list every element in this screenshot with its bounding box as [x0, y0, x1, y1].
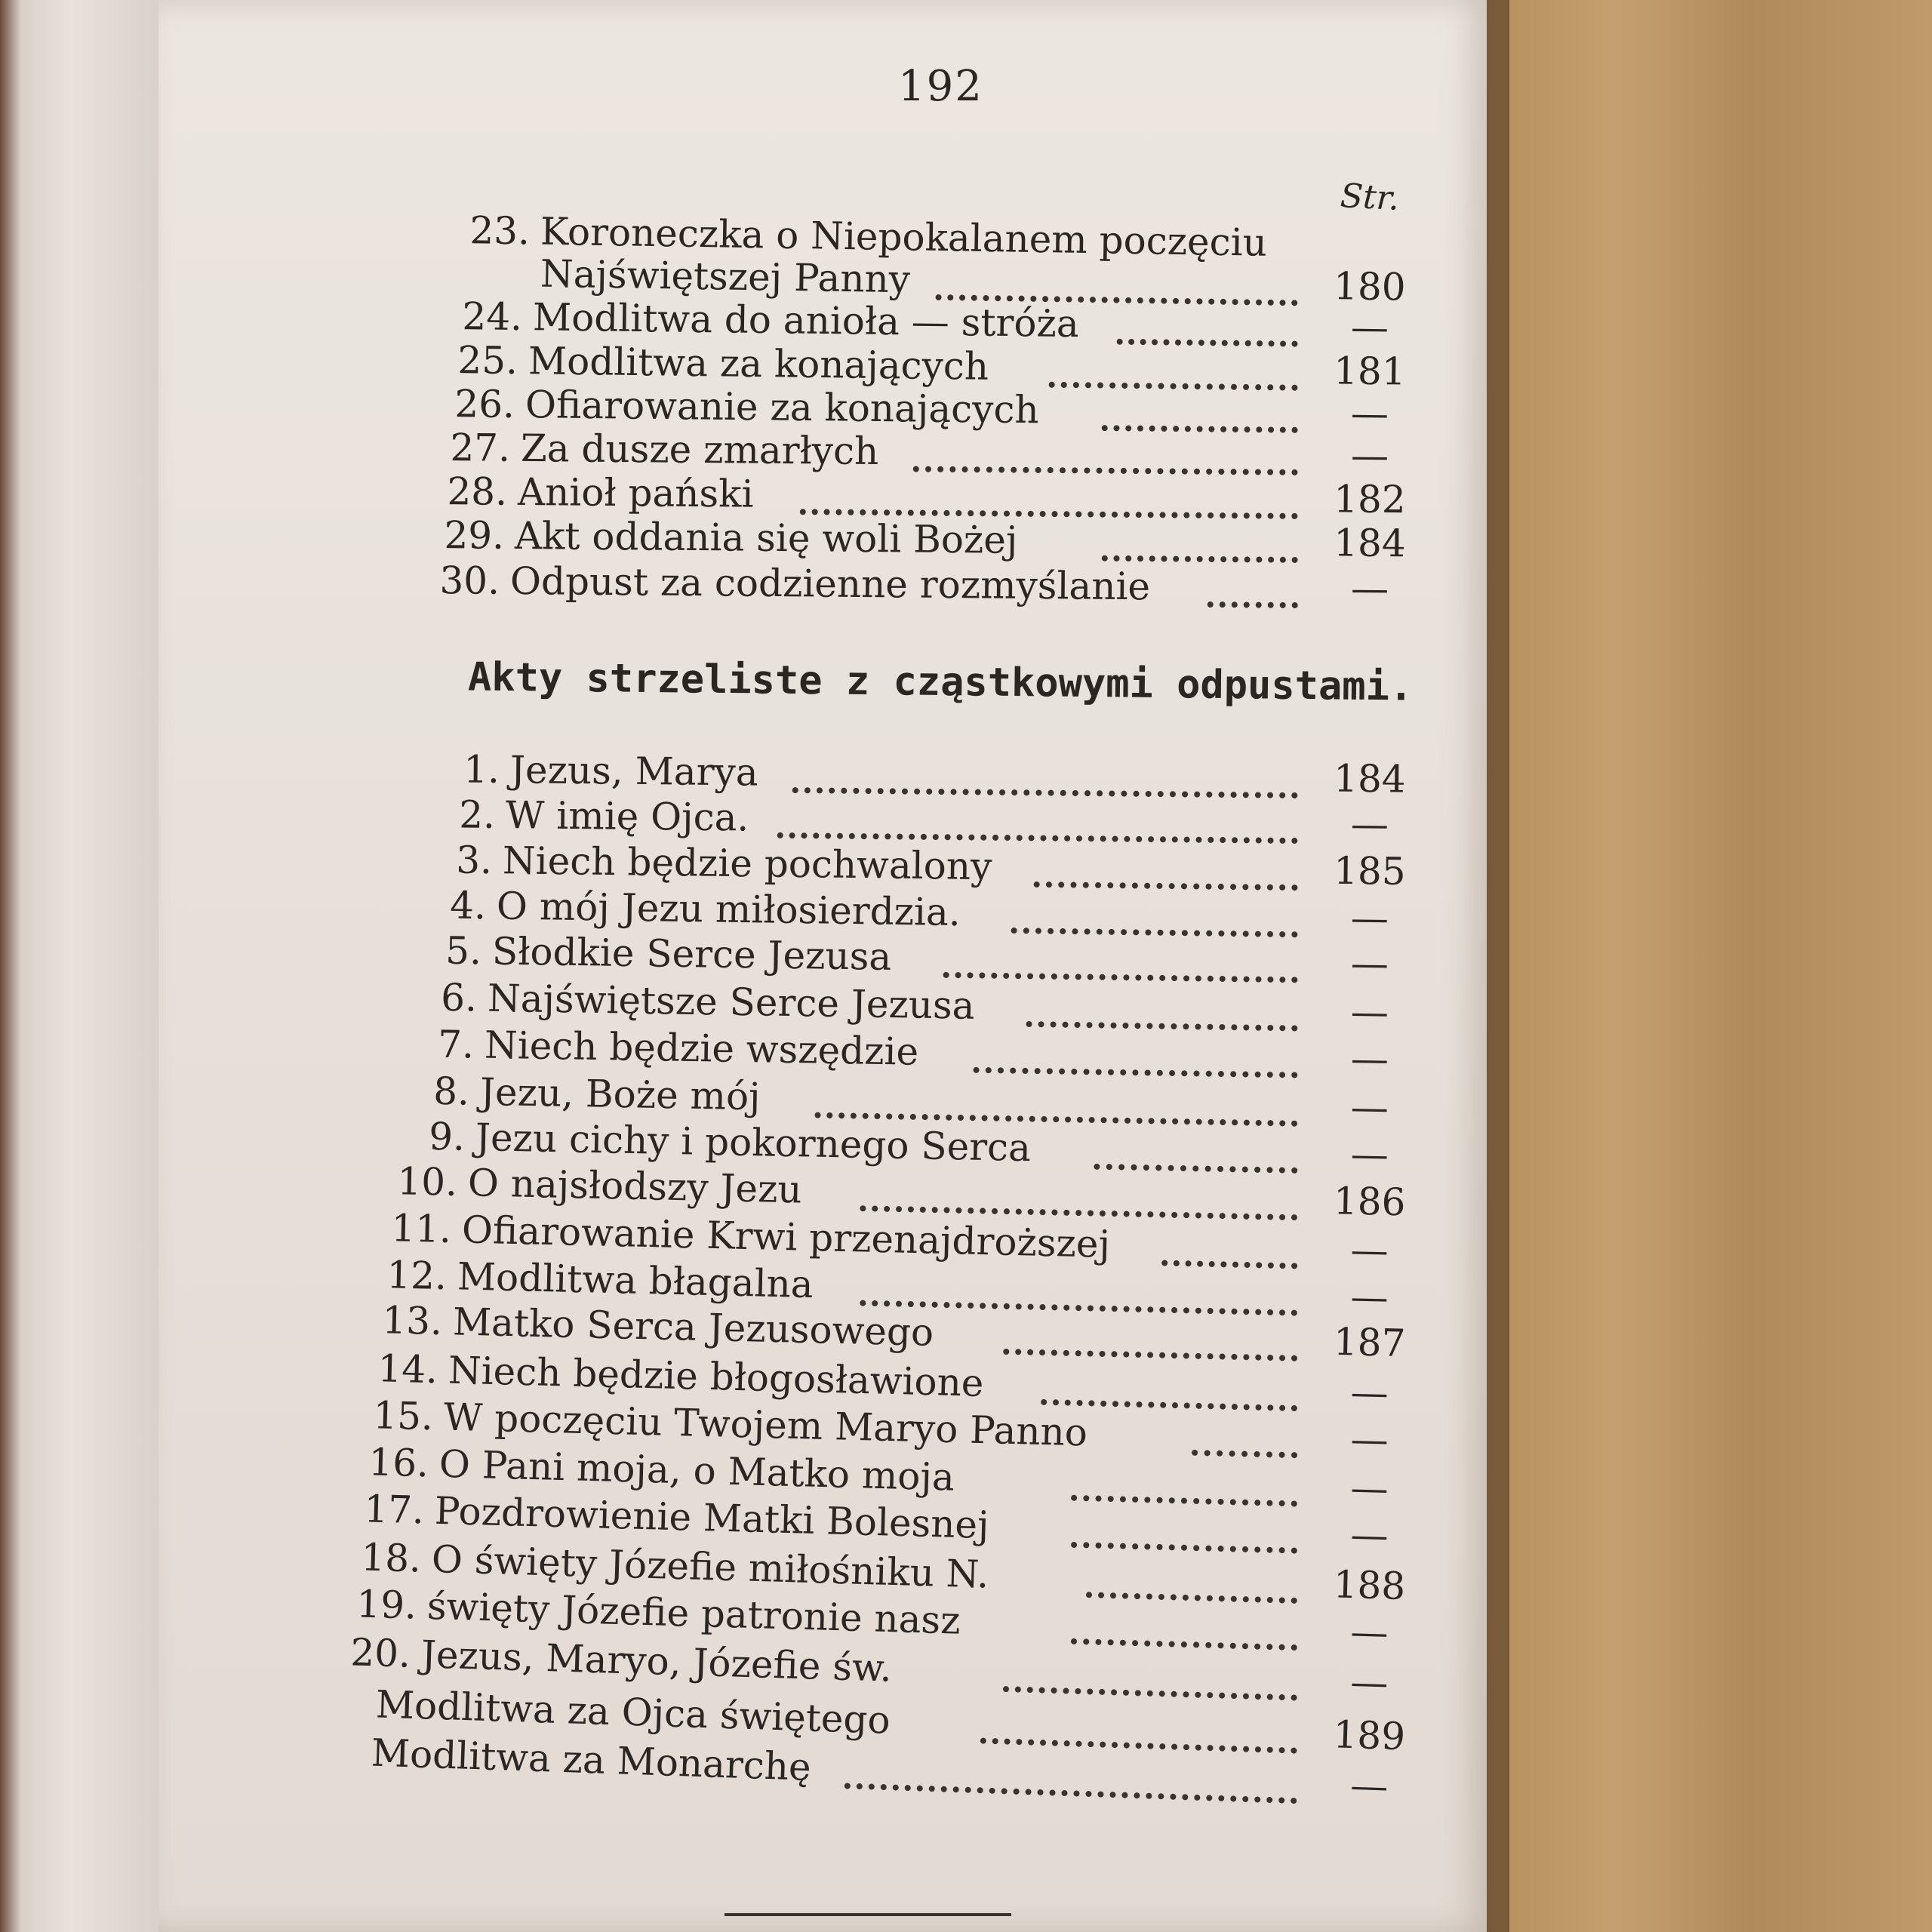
toc-entry-page: —	[1349, 1660, 1389, 1706]
toc-entry-title: Niech będzie błogosławione	[448, 1348, 985, 1405]
toc-entry-title: Modlitwa do anioła — stróża	[532, 295, 1080, 346]
toc-entry-page: 184	[1333, 521, 1406, 566]
toc-entry-title: Modlitwa za konających	[528, 339, 989, 389]
toc-leader-dots	[860, 1160, 1298, 1220]
toc-entry-title: Ofiarowanie Krwi przenajdroższej	[461, 1208, 1111, 1266]
toc-entry-number	[291, 1763, 360, 1765]
toc-leader-dots	[1041, 1354, 1299, 1411]
toc-entry-title: W poczęciu Twojem Maryo Panno	[443, 1395, 1088, 1455]
toc-entry-page: 186	[1333, 1179, 1407, 1225]
toc-entry-page: 181	[1333, 349, 1406, 394]
toc-entry-number: 8.	[432, 1069, 470, 1114]
page-stack-edge	[0, 0, 174, 1932]
toc-entry-number: 18.	[360, 1535, 422, 1581]
toc-entry-number: 24.	[462, 294, 523, 340]
toc-leader-dots	[1003, 1641, 1299, 1701]
toc-entry-page: —	[1350, 566, 1389, 611]
toc-entry-number: 12.	[386, 1253, 448, 1299]
toc-entry-page: —	[1349, 1763, 1389, 1809]
toc-entry-page: —	[1350, 305, 1389, 350]
toc-entry-number: 26.	[454, 382, 515, 426]
toc-leader-dots	[1003, 1303, 1298, 1361]
toc-leader-dots	[1071, 1593, 1299, 1651]
toc-entry-number: 15.	[372, 1393, 434, 1439]
toc-entry-title: O najsłodszy Jezu	[467, 1161, 803, 1212]
toc-entry-title: Najświętsze Serce Jezusa	[487, 976, 975, 1028]
toc-entry-page: —	[1349, 1370, 1389, 1416]
toc-entry-title: O święty Józefie miłośniku N.	[431, 1537, 989, 1597]
toc-entry-title: Jezus, Maryo, Józefie św.	[420, 1632, 893, 1690]
toc-entry-title: Modlitwa za Ojca świętego	[375, 1682, 891, 1743]
toc-entry-page: —	[1350, 989, 1389, 1035]
toc-entry-title: O Pani moja, o Matko moja	[438, 1441, 955, 1500]
toc-entry-number: 16.	[368, 1440, 429, 1486]
toc-entry-title: święty Józefie patronie nasz	[426, 1583, 961, 1643]
toc-entry-page: —	[1350, 433, 1389, 478]
toc-leader-dots	[814, 1067, 1298, 1127]
toc-entry-number: 17.	[363, 1487, 425, 1533]
toc-entry-page: 187	[1333, 1319, 1407, 1366]
toc-entry-number: 19.	[355, 1582, 417, 1628]
toc-entry-page: 184	[1333, 756, 1406, 801]
toc-entry-number: 6.	[440, 975, 478, 1020]
toc-leader-dots	[943, 927, 1299, 983]
toc-leader-dots	[1071, 1497, 1299, 1554]
toc-entry-title: Modlitwa za Monarchę	[371, 1730, 812, 1789]
toc-entry-number: 2.	[458, 792, 496, 837]
toc-entry-page: —	[1350, 391, 1389, 436]
toc-entry-page: —	[1350, 801, 1389, 847]
toc-entry-number	[295, 1715, 365, 1717]
toc-entry-number: 23.	[469, 208, 531, 254]
toc-entry-page: —	[1350, 1132, 1389, 1177]
toc-leader-dots	[1208, 556, 1299, 608]
section-heading: Akty strzeliste z cząstkowymi odpustami.	[467, 654, 1414, 710]
toc-entry-title: Pozdrowienie Matki Bolesnej	[434, 1488, 990, 1547]
toc-entry-number: 3.	[455, 838, 493, 883]
page-number: 192	[898, 62, 983, 111]
toc-leader-dots	[1192, 1404, 1299, 1458]
toc-entry-number: 27.	[450, 426, 511, 470]
toc-entry-number: 20.	[349, 1630, 411, 1676]
toc-entry-title: Koroneczka o Niepokalanem poczęciu	[540, 209, 1268, 265]
toc-entry-page: —	[1350, 1228, 1389, 1273]
page-column-label: Str.	[1339, 176, 1401, 219]
toc-entry-number: 11.	[390, 1206, 452, 1252]
toc-entry-title: Słodkie Serce Jezusa	[491, 929, 892, 979]
toc-entry-page: —	[1350, 941, 1389, 986]
toc-leader-dots	[1102, 510, 1299, 563]
bottom-rule	[724, 1913, 1011, 1916]
toc-entry-title: O mój Jezu miłosierdzia.	[496, 884, 961, 935]
toc-entry-number: 7.	[437, 1022, 475, 1067]
toc-entry	[430, 558, 1404, 612]
toc-entry-page: 185	[1333, 848, 1406, 894]
toc-entry-number: 14.	[377, 1346, 438, 1392]
toc-entry-title: Matko Serca Jezusowego	[452, 1300, 934, 1355]
toc-entry-page: 188	[1332, 1562, 1407, 1608]
toc-entry-title: Odpust za codzienne rozmyślanie	[509, 558, 1151, 609]
toc-entry-number: 13.	[381, 1298, 443, 1344]
toc-entry-page: —	[1350, 1036, 1389, 1081]
toc-entry-title: Akt oddania się woli Bożej	[514, 513, 1018, 562]
toc-leader-dots	[777, 787, 1299, 844]
toc-entry-page: 182	[1333, 477, 1406, 522]
toc-entry-page: 189	[1332, 1712, 1406, 1759]
toc-entry-title: Jezu cichy i pokornego Serca	[475, 1115, 1032, 1171]
book-cover	[1479, 0, 1932, 1932]
toc-entry-title: Niech będzie wszędzie	[484, 1023, 919, 1074]
toc-entry-page: —	[1350, 896, 1389, 940]
toc-entry-title: Ofiarowanie za konających	[525, 383, 1039, 432]
toc-entry-page: —	[1349, 1417, 1389, 1463]
toc-entry-number: 5.	[445, 928, 482, 974]
toc-entry-number: 9.	[428, 1114, 466, 1159]
toc-leader-dots	[1161, 1214, 1298, 1269]
toc-leader-dots	[973, 1022, 1298, 1078]
toc-entry-number: 30.	[439, 558, 500, 603]
toc-entry-number: 25.	[457, 338, 518, 383]
toc-entry-page: —	[1349, 1610, 1389, 1655]
toc-entry-number: 28.	[447, 469, 508, 514]
toc-entry-number: 10.	[396, 1159, 458, 1204]
toc-entry-page: 180	[1333, 264, 1407, 309]
toc-entry-page: —	[1349, 1466, 1389, 1511]
toc-entry-page: —	[1350, 1275, 1389, 1320]
toc-entry-title: Modlitwa błagalna	[457, 1254, 814, 1307]
toc-entry-number: 1.	[463, 747, 500, 792]
toc-entry-page: —	[1349, 1512, 1389, 1558]
toc-entry-page: —	[1350, 1084, 1389, 1130]
toc-entry-title: Najświętszej Panny	[540, 251, 911, 302]
toc-entry-title: Za dusze zmarłych	[520, 426, 879, 474]
toc-entry-title: Niech będzie pochwalony	[502, 838, 992, 889]
toc-entry-title: Jezu, Boże mój	[479, 1069, 761, 1119]
toc-entry-title: Anioł pański	[517, 469, 754, 516]
toc-entry-title: W imię Ojca.	[505, 793, 749, 840]
toc-entry-number: 29.	[444, 513, 505, 558]
toc-entry-title: Jezus, Marya	[509, 748, 758, 795]
toc-entry-number	[460, 285, 530, 286]
toc-entry-number: 4.	[449, 883, 487, 928]
